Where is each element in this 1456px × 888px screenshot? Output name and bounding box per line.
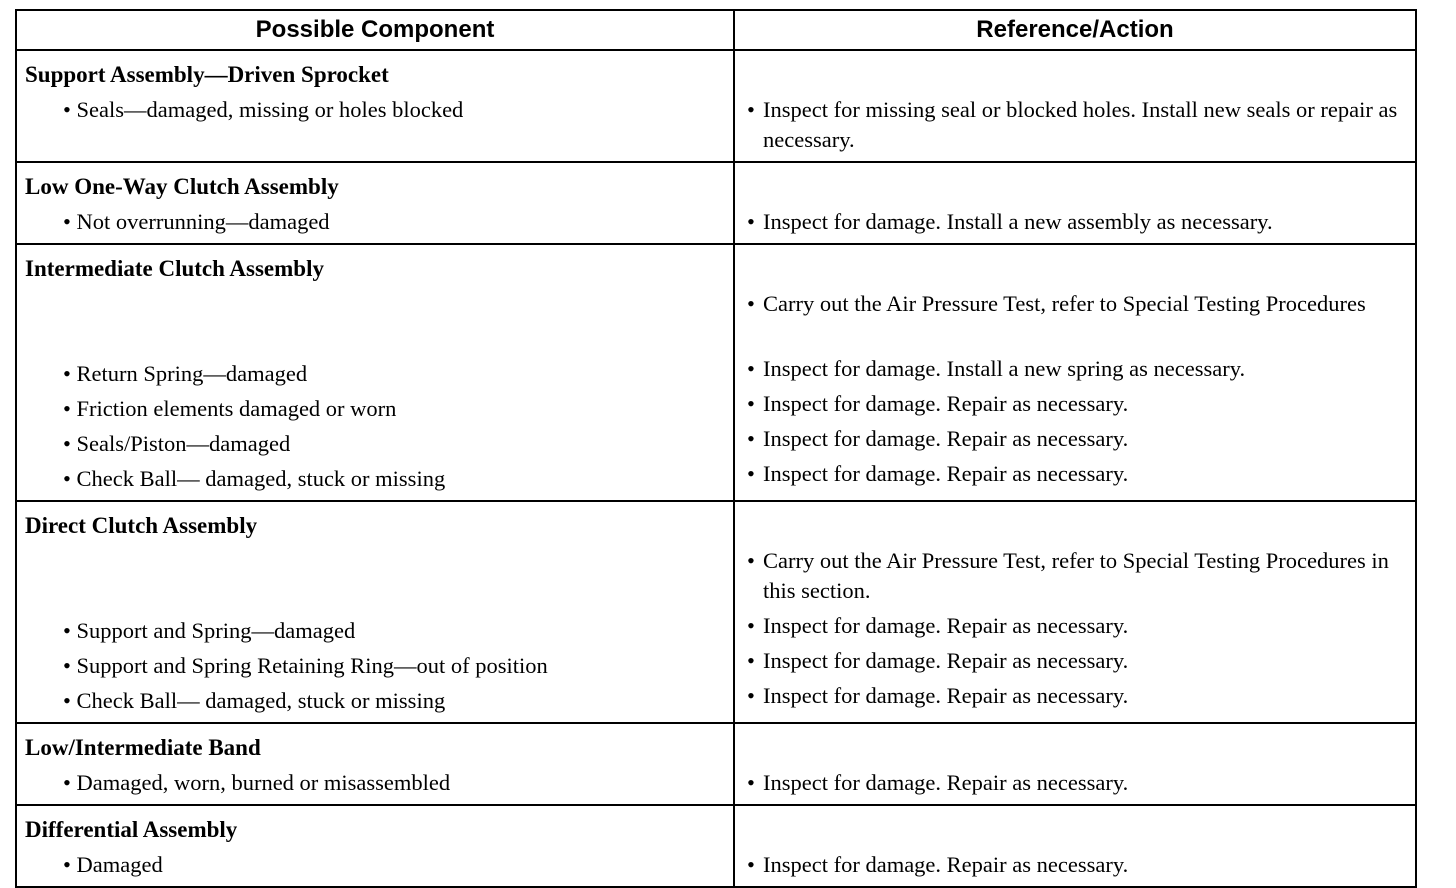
section-title: Differential Assembly [25,817,238,842]
component-cell [17,806,735,886]
action-item: • Inspect for damage. Repair as necessary. [747,852,1129,877]
action-item: • Inspect for damage. Repair as necessary. [747,391,1129,416]
action-cell [735,163,1415,243]
table-section [17,806,1415,886]
action-cell [735,806,1415,886]
component-item: • Seals/Piston—damaged [63,431,291,456]
component-item: • Damaged [63,852,163,877]
header-possible-component: Possible Component [17,11,735,49]
table-section [17,724,1415,806]
action-item: • Carry out the Air Pressure Test, refer to Special Testing Procedures in this section. [747,548,1389,603]
header-reference-action: Reference/Action [976,16,1174,43]
component-cell [17,245,735,500]
section-title: Direct Clutch Assembly [25,513,258,538]
action-item: • Inspect for damage. Repair as necessary. [747,648,1129,673]
action-item: • Inspect for missing seal or blocked holes. Install new seals or repair as necessary. [747,97,1398,152]
component-item: • Support and Spring Retaining Ring—out of position [63,653,548,678]
component-cell [17,724,735,804]
action-item: • Inspect for damage. Repair as necessary. [747,426,1129,451]
component-item: • Friction elements damaged or worn [63,396,397,421]
action-item: • Inspect for damage. Repair as necessary. [747,613,1129,638]
section-title: Low/Intermediate Band [25,735,261,760]
table-section [17,51,1415,163]
section-title: Support Assembly—Driven Sprocket [25,62,389,87]
section-title: Low One-Way Clutch Assembly [25,174,339,199]
table-section [17,502,1415,724]
action-cell [735,51,1415,161]
component-item: • Support and Spring—damaged [63,618,356,643]
component-item: • Check Ball— damaged, stuck or missing [63,466,446,491]
action-cell [735,245,1415,500]
action-item: • Inspect for damage. Install a new assembly as necessary. [747,209,1273,234]
action-item: • Inspect for damage. Install a new spring as necessary. [747,356,1246,381]
table-section [17,163,1415,245]
action-item: • Inspect for damage. Repair as necessary. [747,461,1129,486]
table-section [17,245,1415,502]
action-item: • Inspect for damage. Repair as necessary. [747,770,1129,795]
component-item: • Seals—damaged, missing or holes blocked [63,97,464,122]
component-item: • Damaged, worn, burned or misassembled [63,770,451,795]
component-item: • Return Spring—damaged [63,361,308,386]
section-title: Intermediate Clutch Assembly [25,256,324,281]
component-cell [17,163,735,243]
action-cell [735,502,1415,722]
component-cell [17,502,735,722]
diagnosis-table [15,9,1417,888]
component-cell [17,51,735,161]
table-header [17,11,1415,51]
action-item: • Inspect for damage. Repair as necessary. [747,683,1129,708]
component-item: • Not overrunning—damaged [63,209,330,234]
component-item: • Check Ball— damaged, stuck or missing [63,688,446,713]
action-item: • Carry out the Air Pressure Test, refer to Special Testing Procedures [747,291,1366,316]
action-cell [735,724,1415,804]
